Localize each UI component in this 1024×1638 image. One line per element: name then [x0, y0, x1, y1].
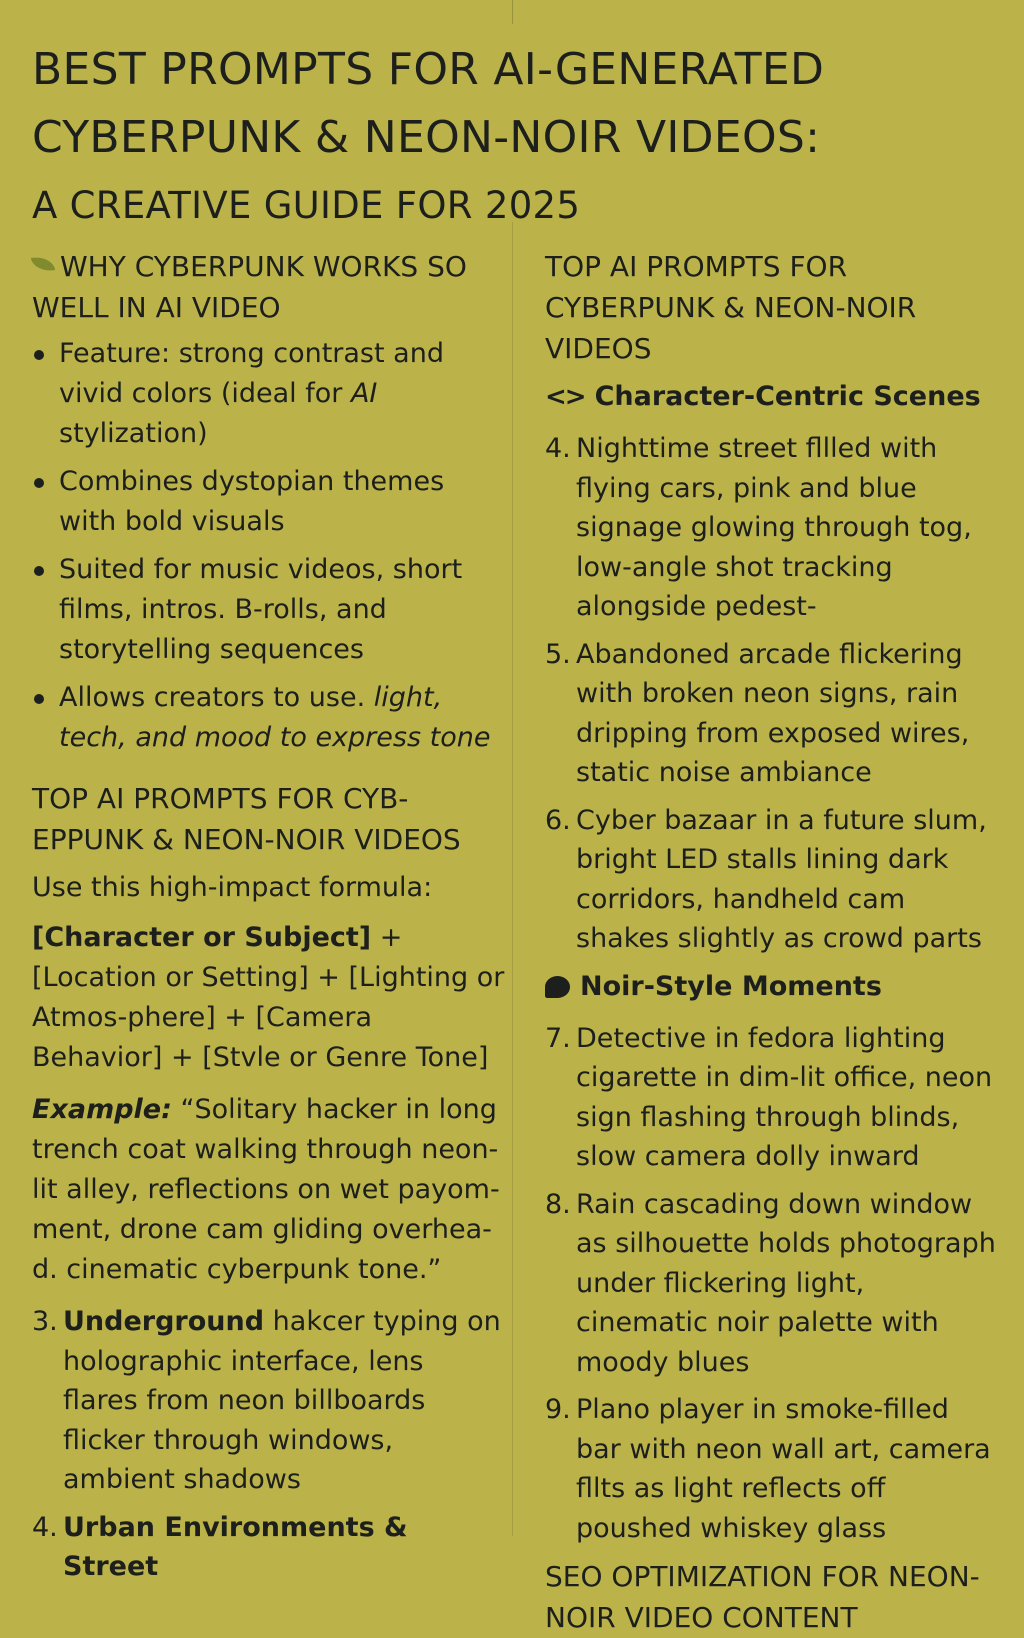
- example: [32, 1090, 506, 1290]
- right-top-prompts-heading: TOP AI PROMPTS FOR CYBERPUNK & NEON-NOIR VIDEOS: [545, 250, 917, 365]
- list-text: Cyber bazaar in a future slum, bright LED stalls lining dark corridors, handheld cam shakes slightly as crowd parts: [576, 804, 987, 954]
- list-text: Rain cascading down window as silhouette holds photograph under flickering light, cinematic noir palette with moody blues: [576, 1188, 996, 1378]
- list-item: [545, 429, 997, 627]
- formula-intro: Use this high-impact formula:: [32, 872, 433, 903]
- top-divider: [512, 0, 513, 24]
- list-number: 4.: [545, 433, 571, 464]
- list-number: 9.: [545, 1394, 571, 1425]
- leaf-icon: [31, 254, 55, 274]
- code-brackets-icon: <>: [545, 382, 585, 412]
- title-line-1: BEST PROMPTS FOR AI-GENERATED: [32, 44, 825, 95]
- character-centric-heading: [545, 377, 997, 417]
- why-heading: [32, 246, 506, 328]
- character-list: [545, 429, 997, 959]
- why-heading-text: WHY CYBERPUNK WORKS SO WELL IN AI VIDEO: [32, 250, 467, 324]
- bullet-text: Feature: strong contrast and vivid colors (ideal for: [59, 338, 444, 409]
- character-heading-text: Character-Centric Scenes: [594, 381, 981, 412]
- list-bold: Underground: [63, 1306, 265, 1337]
- formula: [32, 918, 506, 1078]
- speech-blob-icon: [545, 976, 570, 998]
- why-bullet-list: [32, 334, 506, 758]
- formula-subject: [Character or Subject]: [32, 922, 372, 953]
- bullet-item: [32, 550, 506, 670]
- bullet-text: Suited for music videos, short films, intros. B-rolls, and storytelling sequences: [59, 554, 463, 665]
- bullet-tail: stylization): [59, 418, 208, 449]
- left-column: [32, 246, 506, 1595]
- list-number: 4.: [32, 1511, 58, 1543]
- top-prompts-heading: TOP AI PROMPTS FOR CYB-EPPUNK & NEON-NOIR VIDEOS: [32, 782, 461, 856]
- formula-rest: + [Location or Setting] + [Lighting or Atmos-phere] + [Camera Behavior] + [Stvle or Genre Tone]: [32, 922, 505, 1073]
- bullet-item: [32, 462, 506, 542]
- bullet-item: [32, 678, 506, 758]
- list-rest: hakcer typing on holographic interface, lens flares from neon billboards flicker through windows, ambient shadows: [63, 1306, 501, 1495]
- title-line-3: A CREATIVE GUIDE FOR 2025: [32, 184, 581, 227]
- bullet-text: Combines dystopian themes with bold visuals: [59, 466, 445, 537]
- noir-style-heading: [545, 967, 997, 1007]
- column-divider: [512, 222, 513, 1536]
- bullet-italic: AI: [350, 378, 378, 409]
- right-column: [545, 246, 997, 1638]
- list-item: [32, 1508, 506, 1587]
- list-number: 8.: [545, 1188, 571, 1220]
- list-text: Abandoned arcade flickering with broken neon signs, rain dripping from exposed wires, static noise ambiance: [576, 638, 970, 788]
- bullet-italic: light, tech, and mood to express tone: [59, 682, 491, 753]
- seo-heading: SEO OPTIMIZATION FOR NEON-NOIR VIDEO CONTENT: [545, 1560, 980, 1634]
- list-bold: Urban Environments & Street: [63, 1511, 408, 1582]
- list-text: Nighttime street fllled with flying cars, pink and blue signage glowing through tog, low-angle shot tracking alongside pedest-: [576, 433, 972, 622]
- list-item: [32, 1302, 506, 1500]
- bullet-item: [32, 334, 506, 454]
- list-number: 6.: [545, 804, 571, 836]
- list-text: [63, 1302, 506, 1500]
- bullet-text: Allows creators to use.: [59, 682, 374, 713]
- title-line-2: CYBERPUNK & NEON-NOIR VIDEOS:: [32, 112, 821, 163]
- example-label: Example:: [32, 1094, 172, 1125]
- left-numbered-list: [32, 1302, 506, 1587]
- list-number: 5.: [545, 638, 571, 670]
- list-text: Detective in fedora lighting cigarette in dim-lit office, neon sign flashing through blinds, slow camera dolly inward: [576, 1022, 993, 1172]
- noir-list: [545, 1019, 997, 1549]
- list-item: [545, 801, 997, 959]
- list-item: [545, 635, 997, 793]
- page-title: [32, 36, 824, 234]
- list-number: 7.: [545, 1022, 571, 1054]
- list-number: 3.: [32, 1306, 58, 1337]
- list-text: [63, 1508, 506, 1587]
- list-item: [545, 1019, 997, 1177]
- list-item: [545, 1390, 997, 1548]
- list-text: Plano player in smoke-filled bar with neon wall art, camera fllts as light reflects off poushed whiskey glass: [576, 1394, 991, 1544]
- example-text: “Solitary hacker in long trench coat walking through neon-lit alley, reflections on wet payom-ment, drone cam gliding overhea-d. cinematic cyberpunk tone.”: [32, 1094, 500, 1285]
- noir-heading-text: Noir-Style Moments: [580, 970, 882, 1002]
- list-item: [545, 1185, 997, 1383]
